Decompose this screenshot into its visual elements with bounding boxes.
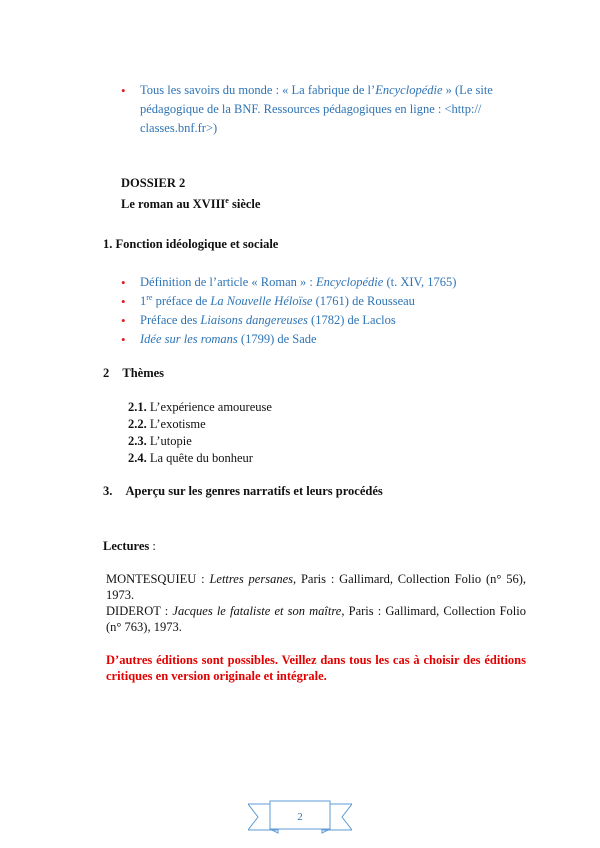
list-item: [121, 273, 521, 292]
section1-list: [121, 273, 521, 349]
list-item-italic: Encyclopédie: [316, 275, 384, 289]
item-number: 2.4.: [128, 451, 147, 465]
section3-heading: [103, 484, 383, 499]
list-item-italic: Encyclopédie: [375, 83, 443, 97]
ref-author: DIDEROT :: [106, 604, 173, 618]
section-title: Aperçu sur les genres narratifs et leurs procédés: [125, 484, 383, 498]
top-bullet-list: [121, 81, 526, 138]
list-item-sup: re: [146, 292, 153, 302]
section2-list: [128, 399, 272, 467]
lectures-title: Lectures: [103, 539, 150, 553]
list-item: [128, 416, 272, 433]
list-item-text: préface de: [152, 294, 211, 308]
subtitle-sup: e: [225, 195, 229, 205]
item-text: L’utopie: [146, 434, 192, 448]
bullet-icon: •: [121, 313, 126, 328]
list-item-text: Préface des: [140, 313, 201, 327]
item-number: 2.3.: [128, 434, 147, 448]
bullet-icon: •: [121, 275, 126, 290]
list-item-text: 1: [140, 294, 147, 308]
dossier-title: DOSSIER 2: [121, 176, 186, 190]
list-item: [121, 292, 521, 311]
section-title: Thèmes: [122, 366, 165, 380]
lectures-label: [103, 539, 156, 554]
list-item: [128, 399, 272, 416]
dossier-subtitle: [121, 197, 260, 212]
list-item-text: Définition de l’article « Roman » :: [140, 275, 316, 289]
lectures-colon: :: [149, 539, 156, 553]
item-text: La quête du bonheur: [146, 451, 253, 465]
item-number: 2.2.: [128, 417, 147, 431]
ref-details: , Paris : Gallimard, Collection Folio (n° 763), 1973.: [106, 604, 526, 634]
list-item: [121, 330, 521, 349]
subtitle-text: Le roman au XVIII: [121, 197, 226, 211]
list-item-italic: Idée sur les romans: [140, 332, 238, 346]
section-number: 2: [103, 366, 110, 380]
list-item-text: (1761) de Rousseau: [312, 294, 415, 308]
list-item-text: (t. XIV, 1765): [383, 275, 457, 289]
item-text: L’expérience amoureuse: [146, 400, 272, 414]
section2-heading: [103, 366, 164, 381]
page-number: 2: [297, 811, 303, 823]
editions-note: D’autres éditions sont possibles. Veillez dans tous les cas à choisir des éditions critiques en version originale et intégrale.: [106, 653, 526, 683]
list-item: [128, 433, 272, 450]
list-item-text: (1782) de Laclos: [307, 313, 396, 327]
section1-heading: 1. Fonction idéologique et sociale: [103, 237, 279, 251]
list-item-text: (1799) de Sade: [237, 332, 317, 346]
list-item: [128, 450, 272, 467]
list-item: [121, 81, 526, 138]
list-item-italic: Liaisons dangereuses: [200, 313, 308, 327]
ref-title: Jacques le fataliste et son maître: [172, 604, 342, 618]
bullet-icon: •: [121, 83, 126, 98]
list-item-text: » (Le site pédagogique de la BNF. Ressources pédagogiques en ligne : <http:// classes.bnf.fr>): [140, 83, 493, 135]
bullet-icon: •: [121, 332, 126, 347]
item-text: L’exotisme: [146, 417, 206, 431]
list-item: [121, 311, 521, 330]
reference-diderot: [106, 603, 526, 635]
bullet-icon: •: [121, 294, 126, 309]
ref-title: Lettres persanes,: [209, 572, 297, 586]
list-item-text: Tous les savoirs du monde : « La fabrique de l’: [140, 83, 376, 97]
subtitle-text: siècle: [228, 197, 261, 211]
ref-details: Paris : Gallimard, Collection Folio (n° 56), 1973.: [106, 572, 527, 602]
reference-montesquieu: [106, 571, 526, 603]
list-item-italic: La Nouvelle Héloïse: [210, 294, 313, 308]
ref-author: MONTESQUIEU :: [106, 572, 210, 586]
section-number: 3.: [103, 484, 113, 498]
item-number: 2.1.: [128, 400, 147, 414]
